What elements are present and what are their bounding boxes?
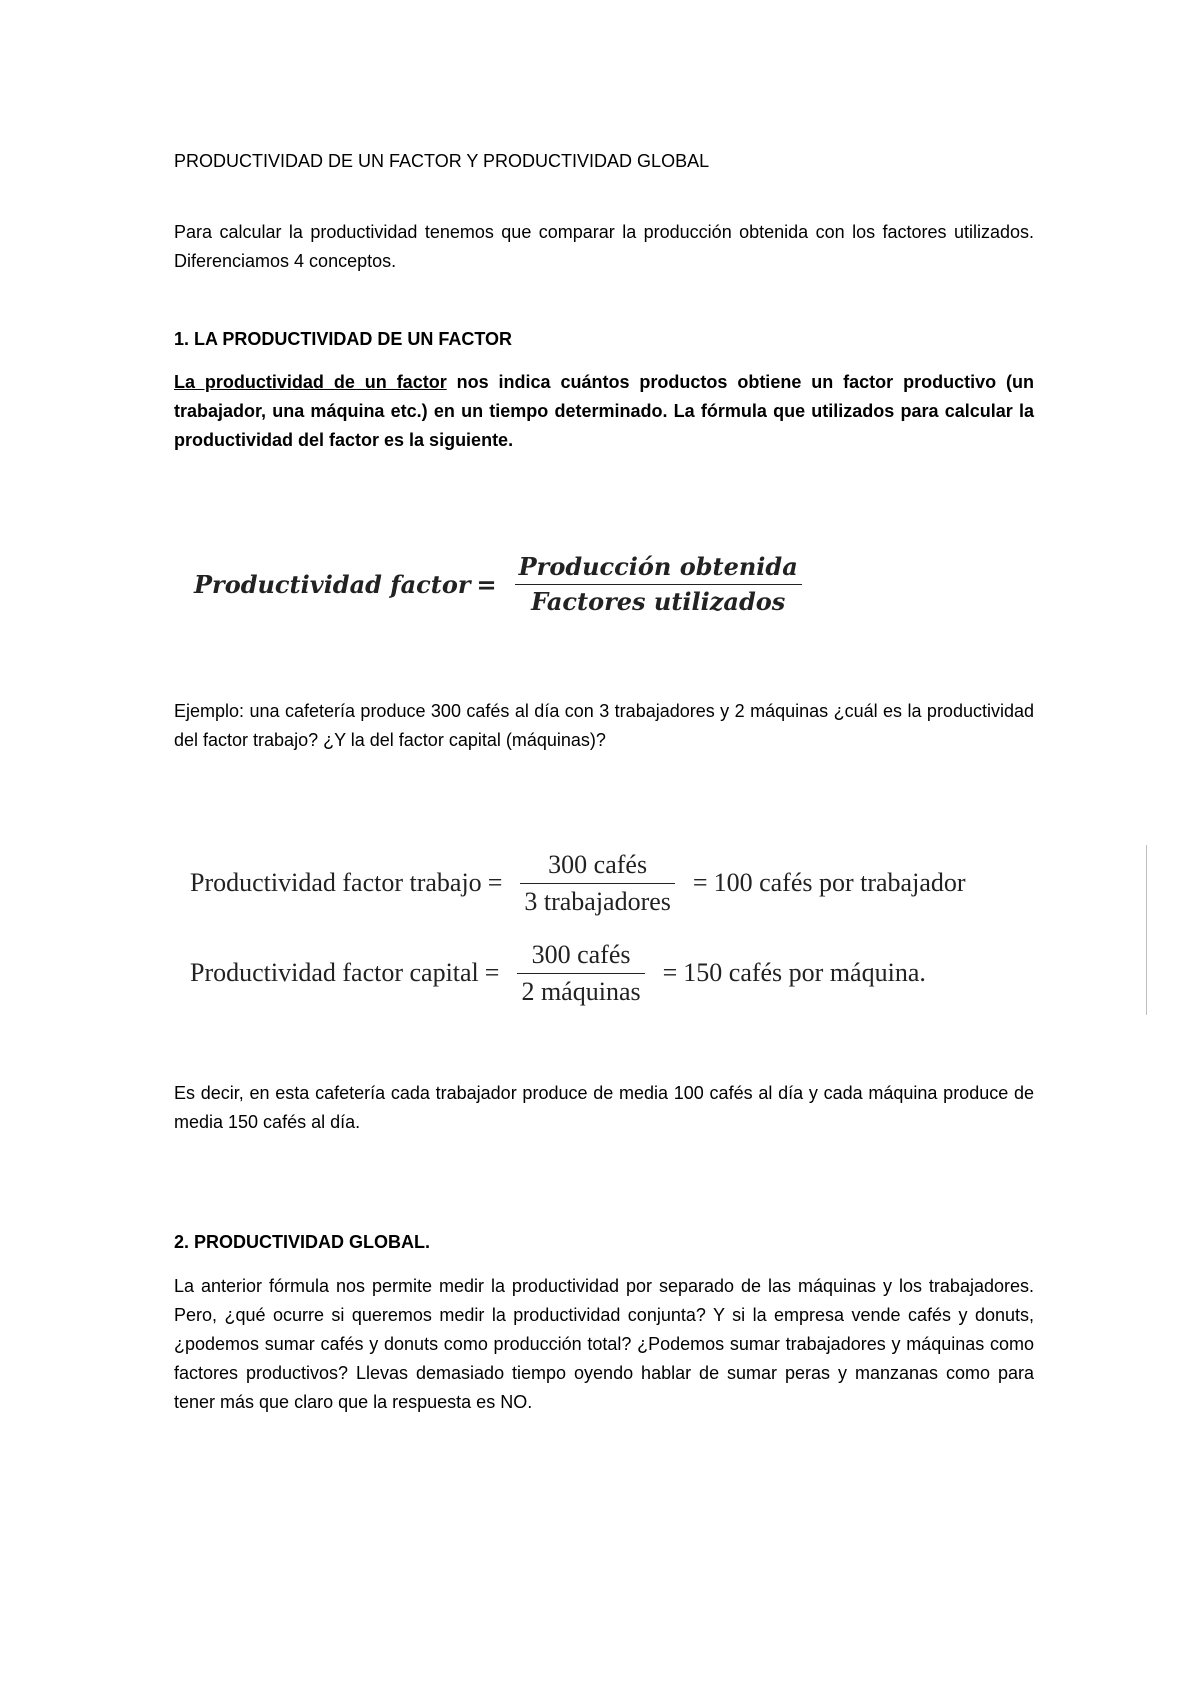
capital-formula-equals-2: = — [662, 958, 678, 988]
definition-term: La productividad de un factor — [174, 372, 447, 392]
fraction-bar — [515, 584, 802, 585]
capital-numerator: 300 cafés — [531, 940, 631, 969]
section-1-heading: 1. LA PRODUCTIVIDAD DE UN FACTOR — [174, 329, 513, 349]
capital-denominator: 2 máquinas — [521, 976, 641, 1006]
section-2-heading: 2. PRODUCTIVIDAD GLOBAL. — [174, 1232, 431, 1252]
capital-result: 150 cafés por máquina. — [683, 958, 926, 988]
capital-formula-equals: = — [484, 958, 500, 988]
formula-equals: = — [476, 569, 497, 599]
formula-denominator: Factores utilizados — [531, 586, 786, 616]
productivity-formula — [194, 553, 814, 615]
section-2-paragraph: La anterior fórmula nos permite medir la productividad por separado de las máquinas y los trabajadores. Pero, ¿qué ocurre si queremos medir la productividad conjunta? Y si la empresa vende cafés y donuts, ¿podemos sumar cafés y donuts como producción total? ¿Podemos sumar trabajadores y máquinas como factores productivos? Llevas demasiado tiempo oyendo hablar de sumar peras y manzanas como para tener más que claro que la respuesta es NO. — [174, 1276, 1034, 1412]
definition-text: nos indica cuántos productos obtiene un factor productivo (un trabajador, una máquina etc.) en un tiempo determinado. La fórmula que utilizados para calcular la productividad del factor es la siguiente. — [174, 372, 1034, 450]
labor-fraction — [520, 850, 675, 917]
example-paragraph: Ejemplo: una cafetería produce 300 cafés al día con 3 trabajadores y 2 máquinas ¿cuál es la productividad del factor trabajo? ¿Y la del factor capital (máquinas)? — [174, 701, 1034, 750]
labor-productivity-formula — [190, 850, 966, 917]
labor-result: 100 cafés por trabajador — [713, 868, 966, 898]
formula-fraction — [515, 553, 802, 615]
labor-denominator: 3 trabajadores — [524, 886, 671, 916]
capital-productivity-formula — [190, 940, 926, 1007]
labor-numerator: 300 cafés — [548, 850, 648, 879]
image-edge-divider — [1146, 845, 1147, 1015]
document-title: PRODUCTIVIDAD DE UN FACTOR Y PRODUCTIVIDAD GLOBAL — [174, 151, 710, 171]
formula-numerator: Producción obtenida — [518, 552, 798, 581]
formula-left: Productividad factor — [194, 569, 471, 599]
fraction-bar — [520, 883, 675, 884]
capital-formula-left: Productividad factor capital — [190, 958, 479, 988]
labor-formula-equals-2: = — [692, 868, 708, 898]
definition-paragraph — [174, 368, 1034, 455]
labor-formula-left: Productividad factor trabajo — [190, 868, 482, 898]
labor-formula-equals: = — [487, 868, 503, 898]
conclusion-paragraph: Es decir, en esta cafetería cada trabajador produce de media 100 cafés al día y cada máquina produce de media 150 cafés al día. — [174, 1083, 1034, 1132]
capital-fraction — [517, 940, 644, 1007]
intro-paragraph: Para calcular la productividad tenemos que comparar la producción obtenida con los factores utilizados. Diferenciamos 4 conceptos. — [174, 222, 1034, 271]
fraction-bar — [517, 973, 644, 974]
